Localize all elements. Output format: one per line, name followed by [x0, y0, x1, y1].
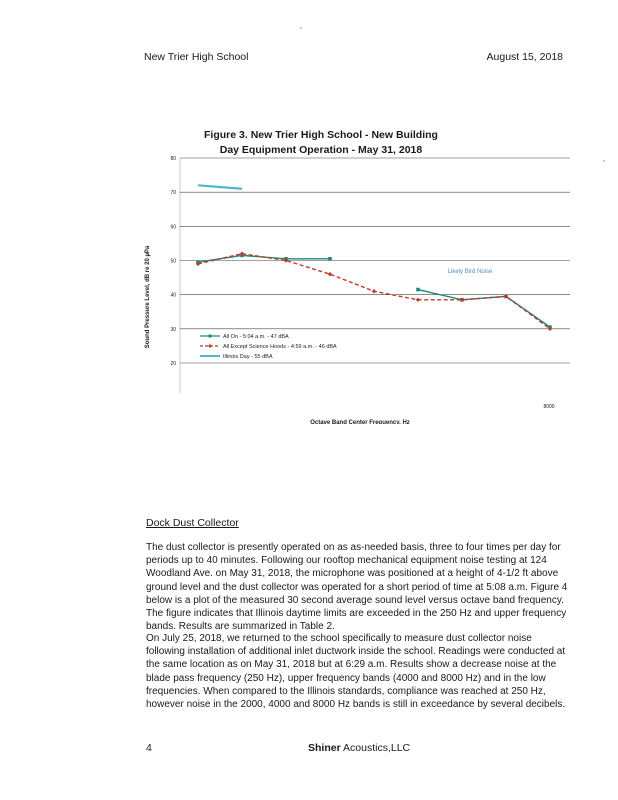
y-tick-40: 40 — [170, 292, 176, 299]
header-school-name: New Trier High School — [144, 51, 249, 63]
chart-title: Figure 3. New Trier High School - New Building — [204, 129, 438, 141]
annotation-bird-noise: Likely Bird Noise — [447, 269, 493, 275]
series-line-1 — [418, 290, 550, 328]
figure-3-chart — [140, 124, 572, 424]
y-tick-labels — [170, 156, 176, 367]
series-line-2 — [198, 254, 550, 329]
legend-label-1: All On - 5:04 a.m. - 47 dBA — [223, 334, 289, 340]
footer-page-number: 4 — [146, 742, 152, 754]
series-line-3 — [198, 185, 242, 188]
scan-speck — [300, 27, 302, 29]
y-axis-label: Sound Pressure Level, dB re 20 µPa — [145, 245, 151, 349]
x-axis-label: Octave Band Center Frequency, Hz — [310, 420, 410, 424]
legend-marker-1 — [209, 335, 212, 338]
chart-series — [196, 185, 552, 331]
chart-subtitle: Day Equipment Operation - May 31, 2018 — [219, 144, 423, 156]
y-tick-50: 50 — [170, 258, 176, 265]
y-tick-60: 60 — [170, 224, 176, 231]
x-tick-8000: 8000 — [543, 404, 555, 410]
legend-marker-2 — [208, 344, 212, 348]
header-date: August 15, 2018 — [486, 51, 563, 63]
chart-legend — [200, 334, 337, 360]
footer-company-bold: Shiner — [308, 742, 341, 754]
legend-label-3: Illinois Day - 55 dBA — [223, 354, 273, 360]
footer-company — [308, 742, 410, 754]
y-tick-70: 70 — [170, 190, 176, 197]
paragraph-dust-collector-2: On July 25, 2018, we returned to the school specifically to measure dust collector noise following installation of additional inlet ductwork inside the school. Readings were conducted at the same location as on May 31, 2018 but at 6:29 a.m. Results show a decrease noise at the blade pass frequency (250 Hz), upper frequency bands (4000 and 8000 Hz) and in the low frequencies. When compared to the Illinois standards, compliance was reached at 250 Hz, however noise in the 2000, 4000 and 8000 Hz bands is still in exceedance by several decibels. — [146, 633, 566, 711]
y-tick-30: 30 — [170, 326, 176, 333]
scan-speck — [603, 160, 605, 162]
section-title-dust-collector: Dock Dust Collector — [146, 517, 239, 529]
footer-company-rest: Acoustics,LLC — [340, 742, 411, 754]
y-tick-20: 20 — [170, 361, 176, 367]
paragraph-dust-collector-1: The dust collector is presently operated on as as-needed basis, three to four times per day for periods up to 40 minutes. Following our rooftop mechanical equipment noise testing at 124 Woodland Ave. on May 31, 2018, the microphone was positioned at a height of 4-1/2 ft above ground level and the dust collector was operated for a short period of time at 5:08 a.m. Figure 4 below is a plot of the measured 30 second average sound level versus octave band frequency. The figure indicates that Illinois daytime limits are exceeded in the 250 Hz and upper frequency bands. Results are summarized in Table 2. — [146, 542, 568, 633]
legend-label-2: All Except Science Hoods - 4:59 a.m. - 46 dBA — [223, 344, 337, 350]
y-tick-80: 80 — [170, 156, 176, 162]
